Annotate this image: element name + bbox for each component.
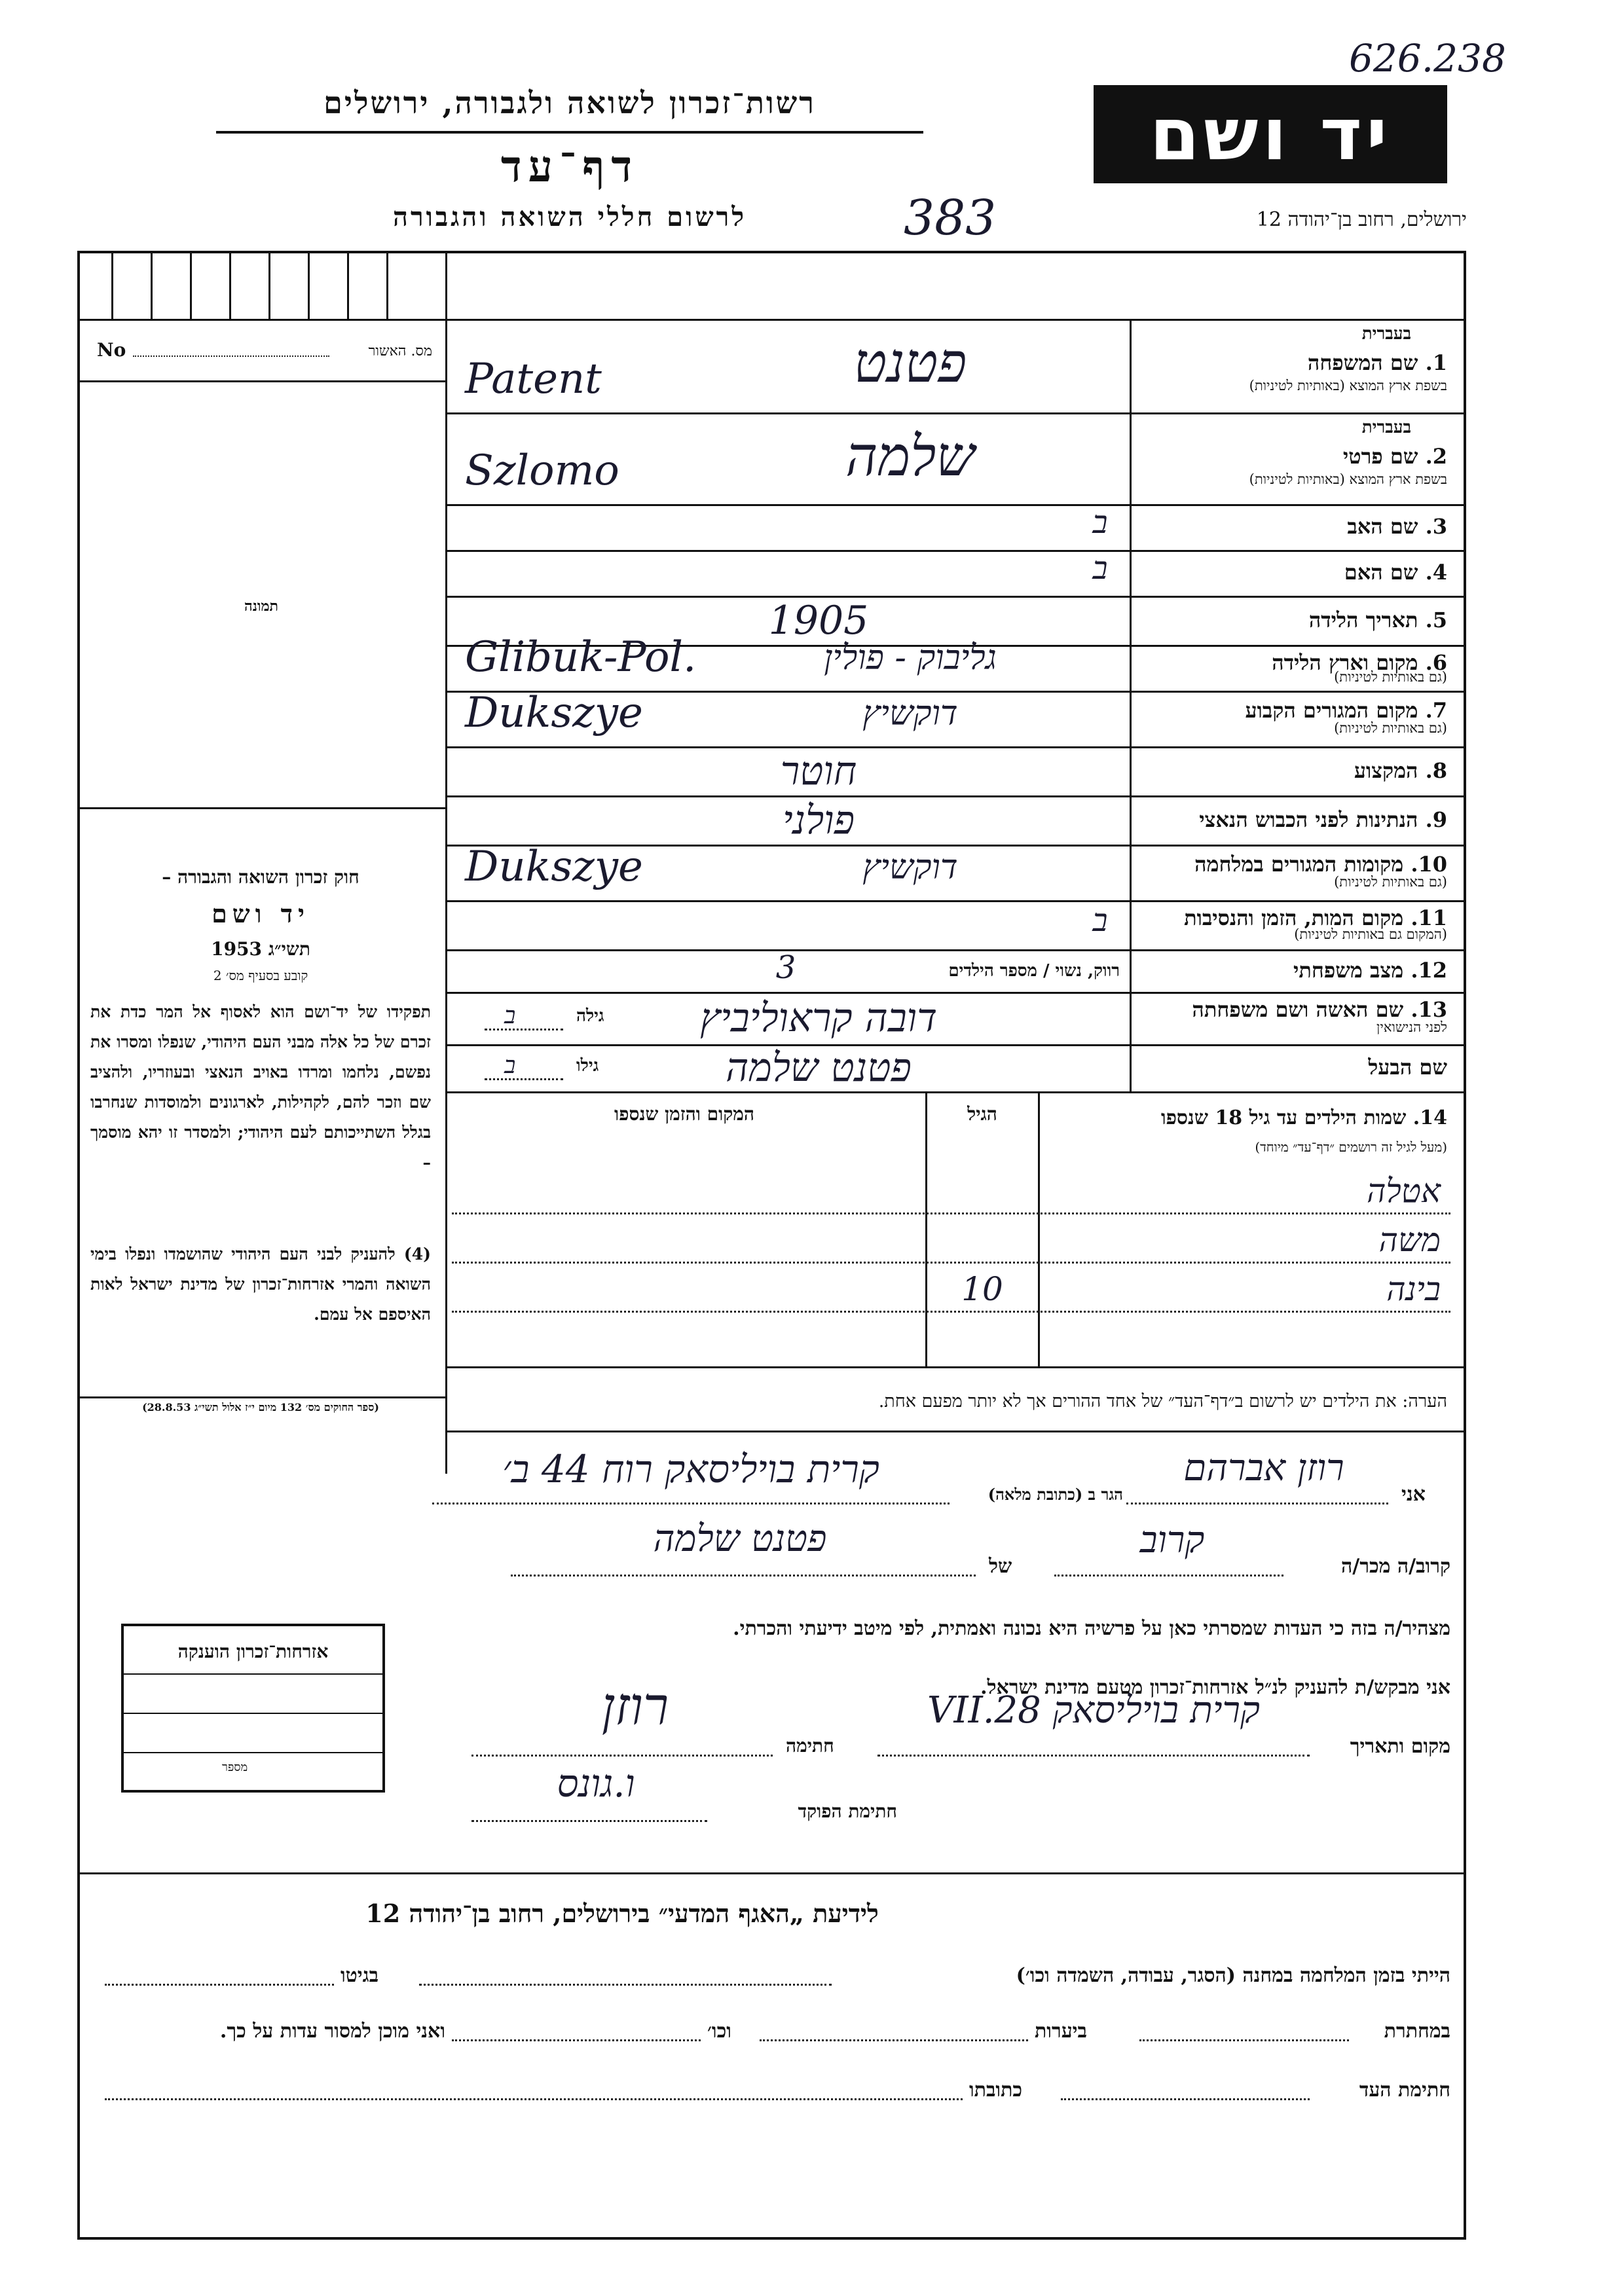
place-date-value: קרית בויליסאק 28.VII bbox=[927, 1689, 1260, 1732]
dept-underground-line bbox=[1139, 2039, 1349, 2041]
field-row-divider bbox=[445, 900, 1464, 902]
age-label: גילה bbox=[576, 1006, 604, 1026]
marital-status-options: רווק, נשוי / מספר הילדים bbox=[948, 961, 1120, 981]
form-number: 383 bbox=[904, 190, 997, 246]
citizenship-request: אני מבקש/ת להעניק לנ״ל אזרחות־זכרון מטעם מדינת ישראל. bbox=[980, 1676, 1450, 1699]
official-signature-label: חתימת הפוקד bbox=[798, 1800, 897, 1822]
dept-willing-label: ואני מוכן למסור עדות על כך. bbox=[219, 2020, 445, 2043]
field-sublabel: בשפת ארץ המוצא (באותיות לטיניות) bbox=[1249, 378, 1447, 393]
age-label: גילו bbox=[576, 1056, 599, 1076]
field-latin-value: Dukszye bbox=[465, 689, 643, 737]
field-sublabel: לפני הנישואין bbox=[1376, 1019, 1447, 1035]
field-value: 1905 bbox=[768, 597, 869, 644]
form-title: דף־עד bbox=[500, 141, 639, 192]
field-hebrew-value: שלמה bbox=[845, 424, 975, 488]
of-name-value: פטנט שלמה bbox=[653, 1518, 827, 1560]
field-value: דובה קראוליביץ bbox=[699, 995, 938, 1041]
dept-title: לידיעת „האגף המדעי״ בירושלים, רחוב בן־יהודה 12 bbox=[365, 1899, 879, 1928]
form-subtitle: לרשום חללי השואה והגבורה bbox=[392, 202, 747, 232]
approval-number-label: No bbox=[97, 339, 126, 361]
official-signature: ו.גונס bbox=[557, 1761, 635, 1806]
field-hebrew-value: גליבוק - פולין bbox=[824, 638, 997, 678]
address-line: ירושלים, רחוב בן־יהודה 12 bbox=[1256, 208, 1467, 231]
field-latin-value: Dukszye bbox=[465, 843, 643, 891]
witness-signature-line bbox=[1061, 2098, 1310, 2100]
field-value: ב bbox=[1092, 550, 1108, 587]
field-sublabel: (גם באותיות לטיניות) bbox=[1334, 669, 1447, 685]
place-date-label: מקום ותאריך bbox=[1350, 1735, 1450, 1758]
relation-value: קרוב bbox=[1139, 1519, 1205, 1561]
field-label: שם הבעל bbox=[1368, 1055, 1447, 1080]
authority-name: רשות־זכרון לשואה ולגבורה, ירושלים bbox=[323, 85, 816, 120]
age-value: ב bbox=[504, 1002, 516, 1029]
dept-camp-line bbox=[419, 1984, 832, 1986]
child-row-line bbox=[452, 1311, 1450, 1313]
age-line bbox=[485, 1029, 563, 1030]
field-value: ב bbox=[1092, 902, 1108, 939]
law-section: קובע בסעיף מס׳ 2 bbox=[213, 968, 308, 983]
law-title: חוק זכרון השואה והגבורה – bbox=[162, 866, 360, 888]
field-label: 5. תאריך הלידה bbox=[1308, 607, 1447, 632]
field-label: 8. המקצוע bbox=[1354, 757, 1447, 783]
declarant-address-line bbox=[432, 1503, 950, 1504]
field-hebrew-value: דוקשיץ bbox=[862, 694, 958, 733]
relation-label: קרוב/ה מכר/ה bbox=[1341, 1555, 1450, 1578]
declaration-text: מצהיר/ה בזה כי העדות שמסרתי כאן על פרשיה היא נכונה ואמתית, לפי מיטב ידיעתי והכרתי. bbox=[733, 1617, 1450, 1640]
children-note: (מעל לגיל זה רושמים ״דף־עד״ מיוחד) bbox=[1255, 1139, 1447, 1155]
field-label: 2. שם פרטי bbox=[1342, 444, 1447, 469]
field-sublabel: (גם באותיות לטיניות) bbox=[1334, 873, 1447, 890]
official-signature-line bbox=[471, 1820, 707, 1822]
field-label: 11. מקום המות, הזמן והנסיבות bbox=[1184, 905, 1447, 930]
dept-etc-label: וכו׳ bbox=[707, 2020, 731, 2043]
dept-forest-line bbox=[760, 2039, 1028, 2041]
place-date-line bbox=[877, 1755, 1310, 1757]
children-place-header: המקום והזמן שנספו bbox=[614, 1103, 754, 1125]
field-value: 3 bbox=[775, 949, 796, 986]
age-line bbox=[485, 1078, 563, 1080]
field-row-divider bbox=[445, 504, 1464, 506]
field-value: ב bbox=[1092, 504, 1108, 541]
field-label: 9. הנתינות לפני הכבוש הנאצי bbox=[1199, 807, 1447, 832]
declarant-address: קרית בויליסאק רוח 44 ב׳ bbox=[502, 1447, 879, 1491]
field-label: 1. שם המשפחה bbox=[1307, 350, 1447, 375]
field-label: 6. מקום וארץ הלידה bbox=[1272, 650, 1447, 675]
law-name: יד ושם bbox=[212, 899, 310, 928]
dept-underground-label: במחתרת bbox=[1384, 2020, 1450, 2043]
declarant-address-label: הגר ב (כתובת מלאה) bbox=[987, 1485, 1123, 1504]
field-hebrew-value: פטנט bbox=[853, 331, 967, 395]
field-sublabel: (גם באותיות לטיניות) bbox=[1334, 720, 1447, 736]
approval-label: מס. האשור bbox=[368, 343, 432, 359]
field-row-divider bbox=[445, 949, 1464, 951]
field-label: 3. שם האב bbox=[1347, 514, 1447, 539]
citizenship-box bbox=[121, 1624, 385, 1793]
field-latin-value: Glibuk-Pol. bbox=[465, 633, 697, 682]
field-value: פולני bbox=[782, 797, 855, 843]
of-name-line bbox=[511, 1575, 976, 1576]
field-row-divider bbox=[445, 319, 1464, 321]
signature-label: חתימה bbox=[786, 1735, 834, 1757]
children-remark: הערה: את הילדים יש לרשום ב״דף־העד״ של אחד ההורים אך לא יותר מפעם אחת. bbox=[878, 1391, 1447, 1412]
law-reference: (ספר החוקים מס׳ 132 מיום י״ז אלול תשי״ג 28.8.53) bbox=[142, 1401, 379, 1413]
dept-ghetto-line bbox=[105, 1984, 334, 1986]
citizenship-box-title: אזרחות־זכרון הוענקה bbox=[177, 1641, 329, 1662]
field-label: 10. מקומות המגורים במלחמה bbox=[1194, 851, 1447, 877]
field-label: 12. מצב משפחתי bbox=[1293, 957, 1447, 983]
field-row-divider bbox=[445, 992, 1464, 994]
law-text-citizenship: (4) להעניק לבני העם היהודי שהושמדו ונפלו בימי השואה והמרי אזרחות־זכרון של מדינת ישראל לאות האיספם אל עמם. bbox=[90, 1245, 431, 1324]
field-hebrew-value: דוקשיץ bbox=[862, 848, 958, 887]
dept-camp-label: הייתי בזמן המלחמה במחנה (הסגר, עבודה, השמדה וכו׳) bbox=[1016, 1964, 1450, 1987]
law-text-purpose: תפקידו של יד־ושם הוא לאסוף אל המר כדת את זכרם של כל אלה מבני העם היהודי, שנפלו ומסרו את נפשם, נלחמו ומרדו באויב הנאצי ובעוזריו, ולהציב שם וזכר להם, לקהילות, לארגונים ולמוסדות שנחרבו בגלל השתייכותם לעם היהודי; ולמסדר זו יהא מוסמך – bbox=[90, 1002, 431, 1172]
photo-placeholder-label: תמונה bbox=[244, 598, 278, 615]
archive-reference: 626.238 bbox=[1349, 36, 1506, 81]
field-hebrew-tag: בעברית bbox=[1361, 418, 1411, 437]
field-hebrew-tag: בעברית bbox=[1361, 324, 1411, 344]
dept-ghetto-label: בגיטו bbox=[341, 1964, 379, 1987]
declarant-signature: רוזן bbox=[601, 1676, 669, 1737]
child-row-line bbox=[452, 1212, 1450, 1214]
yad-vashem-logo: יד ושם bbox=[1094, 85, 1447, 183]
field-row-divider bbox=[445, 550, 1464, 552]
child-name: אטלה bbox=[1367, 1172, 1441, 1210]
law-year: תשי״ג 1953 bbox=[211, 938, 310, 960]
field-value: פטנט שלמה bbox=[726, 1045, 912, 1091]
field-label: 13. שם האשה ושם משפחתה bbox=[1192, 997, 1447, 1022]
witness-address-label: כתובתו bbox=[969, 2079, 1023, 2102]
signature-line bbox=[471, 1755, 773, 1757]
left-panel bbox=[77, 251, 445, 1474]
field-sublabel: בשפת ארץ המוצא (באותיות לטיניות) bbox=[1249, 471, 1447, 487]
field-label: 7. מקום המגורים הקבוע bbox=[1245, 697, 1447, 723]
child-name: בינה bbox=[1386, 1270, 1441, 1308]
declarant-name: רוזן אברהם bbox=[1183, 1447, 1344, 1489]
child-name: משה bbox=[1378, 1221, 1441, 1259]
field-latin-value: Patent bbox=[465, 355, 602, 403]
field-sublabel: (המקום גם באותיות לטיניות) bbox=[1294, 926, 1447, 942]
age-value: ב bbox=[504, 1052, 516, 1079]
field-row-divider bbox=[445, 412, 1464, 414]
child-row-line bbox=[452, 1262, 1450, 1264]
child-age: 10 bbox=[961, 1270, 1003, 1308]
field-label: 4. שם האם bbox=[1344, 560, 1447, 585]
citizenship-box-number: מספר bbox=[222, 1760, 248, 1774]
children-label: 14. שמות הילדים עד גיל 18 שנספו bbox=[1160, 1106, 1447, 1129]
witness-signature-label: חתימת העד bbox=[1359, 2079, 1450, 2102]
approval-number-line bbox=[133, 355, 329, 357]
children-age-header: הגיל bbox=[967, 1103, 997, 1125]
field-value: חוטר bbox=[780, 748, 857, 794]
dept-etc-line bbox=[452, 2039, 701, 2041]
declarant-name-line bbox=[1126, 1503, 1388, 1504]
declarant-i-label: אני bbox=[1401, 1483, 1426, 1506]
witness-address-line bbox=[105, 2098, 963, 2100]
field-latin-value: Szlomo bbox=[465, 446, 619, 495]
of-label: של bbox=[989, 1555, 1012, 1578]
dept-forest-label: ביערות bbox=[1035, 2020, 1088, 2043]
relation-line bbox=[1054, 1575, 1283, 1576]
